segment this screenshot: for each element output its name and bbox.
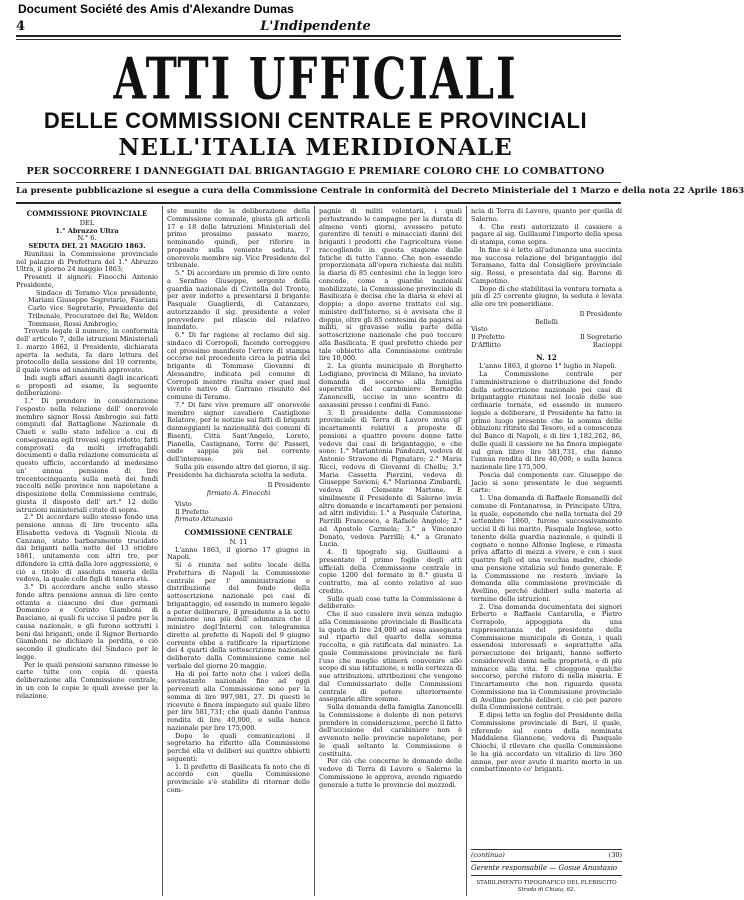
paragraph: Dopo le quali comunicazioni il segretario ha riferito alla Commissione perché ella vi deliberi sui quattro obbietti seguenti: [167,731,310,763]
paragraph: 1. Il prefetto di Basilicata fa noto che di accordo con quella Commissione provinciale s'è stabilito di ritornar delle com- [167,762,310,794]
column-3 [319,208,462,863]
footer-rule [471,861,622,862]
paragraph: 4. Che resti autorizzato il cassiere a pagare al sig. Guillaumi l'importo della spesa di stampa, come sopra. [471,222,622,246]
section-number: N.° 6. [77,234,97,243]
paragraph: 3. Il presidente della Commissione provinciale di Terra di Lavoro invia gl' incartamenti relativi a proposte di pensioni a quattro povere donne fatte vedove dai casi di brigantaggio, e che sono: 1.° Mariantonia Pandozzi, vedova di Antonio Stravone di Pignataro; 2.° Maria Ricci, vedova di Giovanni di Chellu; 3.° Maria Cassetta Pierzini, vedova di Giuseppe Savioni; 4.° Marianna Zimbardi, vedova di Clemente Martone. E similmente il Presidente di Salerno invia altre domande e incartamenti per pensioni ad altri individui: 1.° a Pasquale Caterina, Parrilli Francesco, a Rafaele Angiolo; 2.° ad Apostolo Carmela; 3.° a Vincenzo Donato, vedova Parrilli; 4.° a Granato Lucia. [319,408,462,549]
section-heading: COMMISSIONE CENTRALE [184,528,293,537]
footer-rule [471,849,622,850]
watermark: Document Société des Amis d'Alexandre Dumas [18,2,294,16]
paragraph: Presenti il signori: Finocchi Antonio Presidente, [16,273,158,289]
paragraph: Che il suo cassiere invii senza indugio alla Commissione provinciale di Basilicata la quota di lire 24,000 ad essa assegnata sul riparto del quarto della somma raccolta, e già ratificata dal ministro. La quale Commissione provinciale ne farà l'uso che meglio stimerà convenire allo scopo di sua istituzione, e nella certezza di sue attribuzioni, attribuzioni che vengono dal Commissariato delle Commissioni centrale di potere ulteriormente assegnarle altre somme. [319,610,462,704]
signature-name: Bellelli [534,317,559,326]
signature-name: Racioppi [592,340,622,349]
section-number: N. 12 [536,352,557,362]
paragraph: L'anno 1863, il giorno 1° luglio in Napoli. [479,362,617,371]
paragraph: Dopo di che stabilitasi la ventura tornata a più di 25 corrente giugno, la seduta è levata alle ore tre pomeridiane. [471,284,622,308]
signature-title: Il Segretario [579,333,622,341]
signature-name: firmato A. Finocchi [206,489,271,497]
title-line-1: ATTI UFFICIALI [113,46,518,113]
paragraph: 2.° Di accordare sullo stesso fondo una pensione annua di lire trecento alla Elisabetta vedova di Vagnoli Nicola di Canzano, stato barbaramente trucidato dai briganti nella notte del 13 ottobre 1861, unitamente con altri tre, per difendere la città dalla loro aggressione, e ciò a titolo di assoluta miseria della vedova, la quale colle figli di tenera età. [16,513,158,584]
paragraph: Sulle quali cose tutte la Commissione à deliberato: [319,594,462,611]
column-divider [314,206,315,896]
section-heading: COMMISSIONE PROVINCIALE [26,209,148,218]
paragraph: Per le quali pensioni saranno rimesse le carte tutte con copia di questa deliberazione alla Commissione centrale, in un con le copie le quali avesse per la relazione. [16,660,158,700]
signature-visto: Visto [471,325,488,334]
signature-title: Il Prefetto [471,333,505,341]
paragraph: Riunitasi la Commissione provinciale nel palazzo di Prefettura del 1.° Abruzzo Ultra, il giorno 24 maggio 1863; [16,249,158,274]
paragraph: 5.° Di accordare un premio di lire cento a Serafino Giuseppe, sergente della guardia nazionale di Civitella del Tronto, per aver indotto a presentarsi il brigante Pasquale Guaglierdi, di Catanzaro, autorizzando il sig. presidente a voler provvedere pel rilascio del relativo mandato. [167,269,310,332]
section-number: N. 11 [229,537,248,546]
footer-rule [471,875,622,876]
journal-name: L'Indipendente [260,19,371,34]
column-divider [466,206,467,896]
continuation-row [471,851,622,859]
signature-prefetto [471,326,505,349]
column-1 [16,208,158,863]
signature-title: Il Presidente [579,309,622,318]
intro-rule-bottom [16,202,621,204]
signature-title: Il Presidente [267,481,310,490]
signature-visto: Visto [175,499,192,508]
paragraph: L'anno 1863, il giorno 17 giugno in Napoli. [167,545,310,562]
section-heading: 1.° Abruzzo Ultra [55,226,119,235]
header-rule-thin [16,39,621,40]
intro-text: La presente pubblicazione si esegue a cura della Commissione Centrale in conformità del Decreto Ministeriale del 1 Marzo e della nota 22 Aprile 1863 [16,186,744,196]
paragraph: 2. Una domanda documentata dei signori Erberto e Raffaele Cantarella, e Pietro Cerrapolo, appoggiata da una rappresentanza del presidente della Commissione municipale di Gonza, i quali essendosi interessati e soprattutto alla persecuzione dei briganti, hanno sofferto considerevoli danni nella proprietà, e di più minacce alla vita. E chieggono qualche soccorso, perché ristoro di nella miseria. E l'incartamento che non riguarda questa Commissione ma la Commissione provinciale di Avellino perchè deliberi, e ciò per parere della Commissione centrale. [471,602,622,712]
paragraph: In fine si è letto all'adunanza una succinta ma succosa relazione del brigantaggio del Teramano, fatta dal Consigliere provinciale sig. Rossi, e presentata dal sig. Barone di Campotino. [471,245,622,285]
paragraph: Si è riunita nel solito locale della Prefettura di Napoli la Commissione centrale per l' amministrazione e distribuzione del fondo della sottoscrizione nazionale pei casi di brigantaggio, ed essendo in numero legale a poter deliberare, il presidente a la sotto menzione una più dell' adunanza che il ministro degl'Interni con telegramma diretto al prefetto di Napoli del 9 giugno corrente ebbe a ratificare la ripartizione dei 4 quarti della sottoscrizione nazionale deliberato dalla Commissione come nel verbale del giorno 20 maggio. [167,561,310,670]
column-divider [162,206,163,896]
gerente-line: Gerente responsabile — Gosue Anastasio [471,864,618,872]
paragraph: Sulla domanda della famiglia Zanoncelli la Commissione è dolente di non potervi prendere in considerazione, perché il fatto dell'uccisione del carabiniere non è avvenuto nelle provincie napoletane, per le quali soltanto la Commissione è costituita. [319,703,462,758]
session-date: SEDUTA DEL 21 MAGGIO 1863. [28,242,146,250]
members-list: Sindaco di Teramo Vice presidente, Mariani Giuseppe Segretario, Fasciani Carlo vice Segretario, Presidente del Tribunale, Procuratore del Re, Weldon Tommaso, Rossi Ambrogio; [28,288,158,328]
paragraph: Indi sugli affari assunti dagli incaricati e proposti ad esame, la seguente deliberazioni: [16,373,158,398]
signature-block [471,326,622,349]
signature-segretario [580,326,622,349]
printer-imprint [471,880,622,894]
header-rule [16,35,621,37]
paragraph: 1. Una domanda di Raffaele Romanelli del comune di Fontanarosa, in Principato Ultra, la quale, esponendo che nella tornata del 29 settembre 1860, furono successivamente uccisi il di lui marito, Pasquale Inglese, sotto tenente della guardia nazionale, e quindi il cognato e nonno Alfonso Inglese, e rimasta priva affatto di mezzi a vivere, e con i suoi quattro figli ed una vecchia madre, chiede una pensione vitalizia sul fondo generale. E la Commissione ne resterà inviare la domanda alla commissione provinciale di Avellino, perché deliberi sulla materia al termine delle istruzioni. [471,494,622,603]
signature-title: Il Prefetto [175,507,209,516]
section-heading: DEL [79,218,95,227]
sheet-number: (30) [608,851,622,859]
title-line-4: PER SOCCORRERE I DANNEGGIATI DAL BRIGANTAGGIO E PREMIARE COLORO CHE LO COMBATTONO [26,166,605,177]
paragraph: 7.° Di fare vive premure all' onorevole membro signor cavaliere Castiglione Relatore, per le notizie sui fatti di briganti danneggianti la nazionalità dei comuni di Bisenti, Città Sant'Angelo, Loreto, Pianella, Castignano, Torre de' Passeri, onde sappia più nel corrente dell'interesse. [167,400,310,463]
paragraph: Sulla più essendo altro del giorno, il sig. Presidente ha dichiarata sciolta la seduta. [167,462,310,479]
column-4 [471,208,622,848]
title-line-2: DELLE COMMISSIONI CENTRALE E PROVINCIALI [43,108,588,133]
paragraph: 6.° Di far ragione al reclamo del sig. sindaco di Corropoli, facendo correggere col prossimo manifesto l'errore di stampa occorso nel precedente circa la patria del brigante di Tommaso Giovanni di Alessandro, indicata pel comune di Corropoli mentre risulta esser quel mal vivente nativo di Garrano risunito del comune di Teramo. [167,331,310,401]
printer-name: STABILIMENTO TIPOGRAFICO DEL PLEBISCITO [476,880,617,886]
signature-name: firmato Attanasio [175,515,233,524]
paragraph: pagnie di militi volontarii, i quali perlustrando le campagne per la durata di almeno venti giorni, avessero potuto garentire di tenuti e minacciati danni dei briganti i prodotti che l'agricoltura viene raccogliendo in questa stagione dalle fatiche di tutto l'anno. Che non essendo proporzionata all'opera richiesta dai militi la diaria di 85 centesimi che la legge loro concede, come a guardie nazionali mobilizzate, la Commissione provinciale di Basilicata è decisa che la diaria si elevi al doppio; a dopo averne trattato col sig. ministro dell'Interno, si è avvisata che il doppio, oltre gli 85 centesimi da pagarsi ai militi, si gravasse sulla parte della sottoscrizione nazionale che può toccare alla Basilicata. E quel prefetto chiede per tale obbietto alla Commissione centrale lire 10,000. [319,207,462,363]
paragraph: Poscia dal componente cav. Giuseppe de Jacio si sono presentate le due seguenti carte: [471,470,622,495]
paragraph: E dipoi letto un foglio del Presidente della Commissione provinciale di Bari, il quale, riferendo sul conto della nominata Maddalena Giannone, vedova di Pasquale Chiochi, il rilevare che quella Commissione le ha già accordato un vitalizio di lire 360 annue, per aver avuto il marito morto in un combattimento co' briganti. [471,711,622,774]
paragraph: La Commissione centrale per l'amministrazione e distribuzione del fondo della sottoscrizione nazionale pei casi di brigantaggio riunitasi nel locale delle sue ordinarie tornate, ed essendo in numero legale a deliberare, il Presidente ha fatto in primo luogo presente che la somma delle oblazioni ritirate dal Tesoro, ed a conoscenza del Banco di Napoli, è di lire 1,182,262, 86, delle quali il cassiere ne ha finora impiegate sul gran libro lire 581,731, che danno l'annua rendita di lire 40,000; e sulla banca nazionale lire 175,500. [471,370,622,471]
paragraph: Trovato legale il numero, in conformità dell' articolo 7, delle istruzioni Ministeriali 1. marzo 1862, il Presidente, dichiarata aperta la seduta, fa dare lettura del protocollo della sessione del 10 corrente, il quale viene ad unanimità approvato. [16,327,158,374]
paragraph: Per ciò che concerne le domande delle vedove di Terra di Lavoro e Salerno la Commissione le approva, avendo riguardo generale a tutte le provincie del mezzodì. [319,757,462,789]
column-2 [167,208,310,863]
signature-name: D'Afflitto [471,340,501,349]
paragraph: 1.° Di prendere in considerazione l'esposto nella relazione dell' onorevole membro signor Rossi Ambrogio sui fatti compiuti dal Battaglione Nazionale di Chieti e sullo stato infelice a cui di conseguenza egli trovasi oggi ridotto, fatti comprovati da molti irrefragabili documenti e dalla relazione comunicata al questo ufficio, accordando al medesimo un' annua pensione di lire trecentocinquanta sulla metà dei fondi raccolti nelle province non napoletane a disposizione della Commissione centrale, giusta il disposto dell' art.° 12 delle istruzioni ministeriali citate di sopra. [16,397,158,514]
printer-address: Strada di Chiaia, 62. [517,887,576,893]
paragraph: ncia di Terra di Lavoro, quanto per quella di Salerno. [471,207,622,223]
paragraph: Ha di poi fatto noto che i valori della sovrastante nazionale fino ad oggi pervenuti alla Commissione sono per la somma di lire 997,981, 27. Di questi le ricevute è finora impiegato sul quale libro per lire 581,731; che quali danno l'annua rendita di lire 40,000, e sulla banca nazionale per lire 175,000. [167,669,310,732]
paragraph: 2. La giunta municipale di Borghetto Lodigiano, provincia di Milano, ha inviato domanda di soccorso alla famiglia superstite del carabiniere Bernardo Zanoncelli, ucciso in uno scontro di assassini presso i confini di Fano. [319,362,462,409]
paragraph: 3.° Di accordare anche sullo stesso fondo altra pensione annua di lire cento ottanta a ciascuno dei due germani Domenico e Corinto Giamboni di Basciano, ai quali fu ucciso il padre per la causa nazionale, e gli furono sottratti i beni dai briganti, onde il Signor Bernardo Giamboni ne dichiarò la perdita, e ciò secondo il giudicato del Sindaco per le legge. [16,583,158,661]
paragraph: ste munite de la deliberazione della Commissione comunale, giusta gli articoli 17 e 18 delle Istruzioni Ministeriali del primo prossimo passato marzo, nominando quindi, per riferire in proposito sulla veniente seduta, l' onorevole membro sig. Vice Presidente del tribunale. [167,207,310,270]
continua-label: (continua) [471,851,505,859]
title-line-3: NELL'ITALIA MERIDIONALE [118,134,513,161]
page-number: 4 [16,19,26,34]
paragraph: 4. Il tipografo sig. Guillaumi a presentato il primo foglio degli atti ufficiali della Commissione centrale in copie 1200 del formato in 8.° giusta il contratto, ma al conto relativo al suo credito. [319,548,462,595]
intro-rule-top [16,182,621,183]
